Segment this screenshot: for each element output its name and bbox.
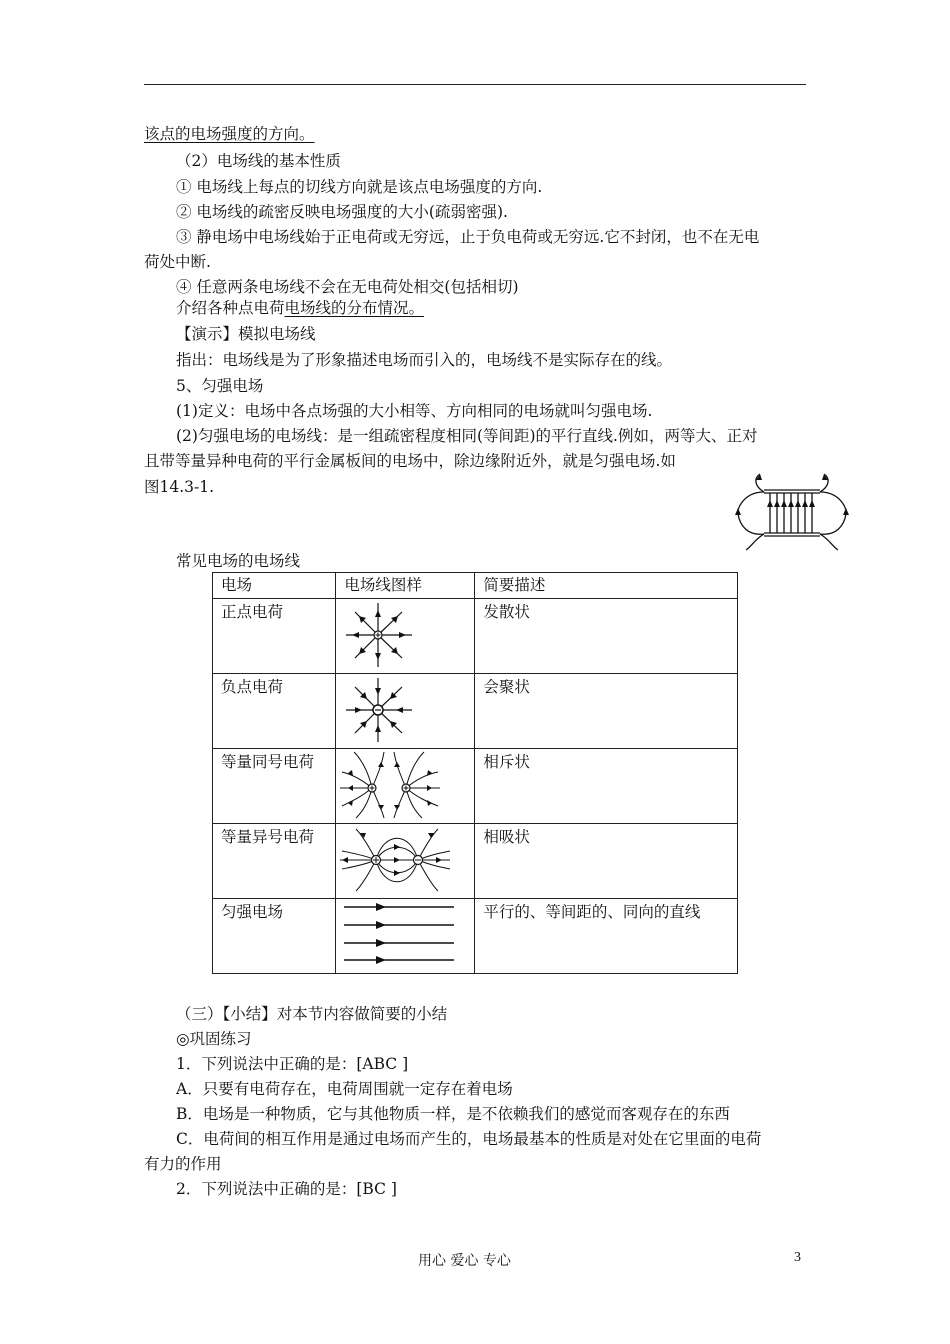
text-line: ① 电场线上每点的切线方向就是该点电场强度的方向. xyxy=(176,178,543,196)
like-charges-field-icon xyxy=(340,750,440,820)
text-line: 有力的作用 xyxy=(144,1155,222,1173)
pattern-cell xyxy=(336,674,475,749)
table-row xyxy=(213,749,738,824)
header-rule xyxy=(144,84,806,85)
header-label: 电场 xyxy=(221,576,253,594)
text-segment: 介绍各种点电荷 xyxy=(176,299,285,317)
description-cell xyxy=(475,599,738,674)
field-name: 负点电荷 xyxy=(221,678,284,696)
text-line: A．只要有电荷存在，电荷周围就一定存在着电场 xyxy=(176,1080,513,1098)
description: 相斥状 xyxy=(483,753,530,771)
column-header xyxy=(336,573,475,599)
description: 会聚状 xyxy=(483,678,530,696)
text-line: ◎巩固练习 xyxy=(176,1030,252,1048)
negative-charge-field-icon xyxy=(340,675,420,745)
field-cell xyxy=(213,899,336,974)
column-header xyxy=(475,573,738,599)
description-cell xyxy=(475,674,738,749)
field-cell xyxy=(213,824,336,899)
column-header xyxy=(213,573,336,599)
pattern-cell xyxy=(336,899,475,974)
text-line: ② 电场线的疏密反映电场强度的大小(疏弱密强). xyxy=(176,203,508,221)
table-row xyxy=(213,599,738,674)
page-footer: 用心 爱心 专心 xyxy=(418,1253,511,1269)
positive-charge-field-icon xyxy=(340,600,420,670)
field-cell xyxy=(213,599,336,674)
table-caption: 常见电场的电场线 xyxy=(176,552,301,570)
unlike-charges-field-icon xyxy=(340,825,450,895)
text-line: （三）【小结】对本节内容做简要的小结 xyxy=(176,1005,448,1023)
text-line: 且带等量异种电荷的平行金属板间的电场中，除边缘附近外，就是匀强电场.如 xyxy=(144,452,676,470)
text-line: 2．下列说法中正确的是：[BC ] xyxy=(176,1180,397,1198)
description: 发散状 xyxy=(483,603,530,621)
table-header-row xyxy=(213,573,738,599)
field-name: 匀强电场 xyxy=(221,903,284,921)
parallel-plate-field-figure xyxy=(734,466,850,556)
text-line xyxy=(176,298,424,318)
text-line: 指出：电场线是为了形象描述电场而引入的，电场线不是实际存在的线。 xyxy=(176,351,673,369)
description: 相吸状 xyxy=(483,828,530,846)
page-number: 3 xyxy=(794,1250,801,1265)
text-line: (2)匀强电场的电场线：是一组疏密程度相同(等间距)的平行直线.例如，两等大、正对 xyxy=(176,427,758,445)
table-row xyxy=(213,674,738,749)
pattern-cell xyxy=(336,749,475,824)
text-line: (1)定义：电场中各点场强的大小相等、方向相同的电场就叫匀强电场. xyxy=(176,402,653,420)
text-line: 图14.3-1. xyxy=(144,478,215,496)
header-label: 简要描述 xyxy=(483,576,546,594)
text-line: 【演示】模拟电场线 xyxy=(176,325,316,343)
text-line: B．电场是一种物质，它与其他物质一样，是不依赖我们的感觉而客观存在的东西 xyxy=(176,1105,730,1123)
text-line: ③ 静电场中电场线始于正电荷或无穷远，止于负电荷或无穷远.它不封闭，也不在无电 xyxy=(176,228,760,246)
description: 平行的、等间距的、同向的直线 xyxy=(483,903,701,921)
pattern-cell xyxy=(336,824,475,899)
table-row xyxy=(213,899,738,974)
field-name: 正点电荷 xyxy=(221,603,284,621)
text-line: （2）电场线的基本性质 xyxy=(176,152,341,170)
underlined-segment: 电场线的分布情况。 xyxy=(284,299,425,317)
text-line: ④ 任意两条电场线不会在无电荷处相交(包括相切) xyxy=(176,278,519,296)
field-cell xyxy=(213,674,336,749)
pattern-cell xyxy=(336,599,475,674)
field-name: 等量异号电荷 xyxy=(221,828,315,846)
field-cell xyxy=(213,749,336,824)
field-name: 等量同号电荷 xyxy=(221,753,315,771)
text-line: 荷处中断. xyxy=(144,253,211,271)
uniform-field-icon xyxy=(340,900,460,966)
text-line: 该点的电场强度的方向。 xyxy=(144,125,315,143)
field-lines-table xyxy=(212,572,738,974)
table-row xyxy=(213,824,738,899)
header-label: 电场线图样 xyxy=(344,576,422,594)
text-line: 1．下列说法中正确的是：[ABC ] xyxy=(176,1055,409,1073)
section-heading: 5、匀强电场 xyxy=(176,377,264,395)
description-cell xyxy=(475,824,738,899)
description-cell xyxy=(475,899,738,974)
text-line: C．电荷间的相互作用是通过电场而产生的，电场最基本的性质是对处在它里面的电荷 xyxy=(176,1130,762,1148)
description-cell xyxy=(475,749,738,824)
